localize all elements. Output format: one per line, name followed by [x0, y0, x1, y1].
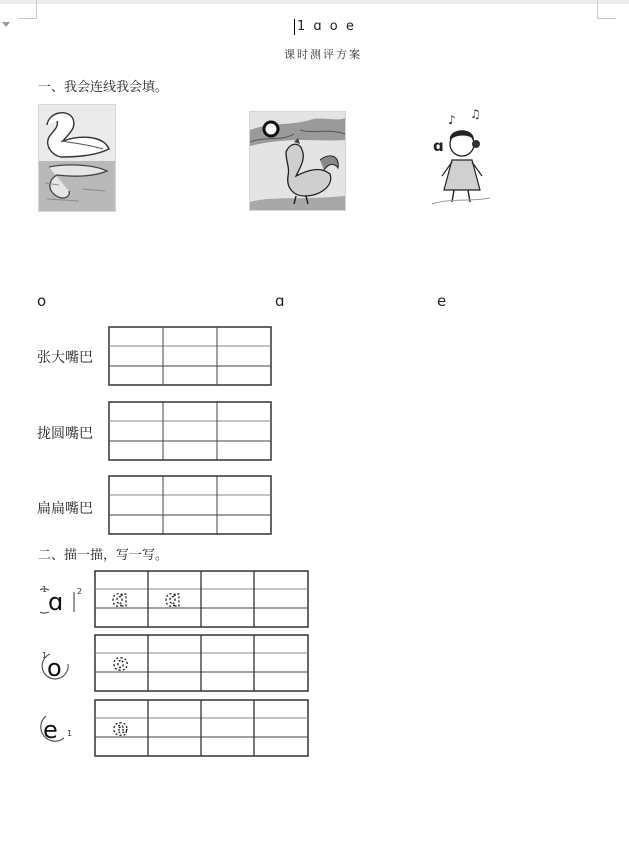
stroke-number-2: 2 [77, 587, 83, 596]
mouth-label-rounded: 拢圆嘴巴 [37, 426, 93, 442]
model-letter-o: o [47, 654, 62, 682]
svg-text:♫: ♫ [470, 107, 481, 121]
letter-e: e [437, 292, 447, 310]
stroke-number-1: 1 [42, 585, 48, 594]
margin-corner-top-right [597, 0, 616, 19]
traced-letter-e: e [113, 716, 128, 741]
stroke-number-1: 1 [67, 729, 73, 738]
lesson-subtitle: 课时测评方案 [284, 48, 362, 61]
writing-grid-3[interactable] [108, 475, 274, 537]
letter-a: ɑ [275, 292, 285, 310]
svg-text:ɑ: ɑ [433, 137, 444, 155]
rooster-picture [249, 111, 346, 211]
traced-letter-o: o [113, 651, 129, 676]
section-2-heading: 二、描一描，写一写。 [38, 548, 169, 563]
margin-corner-top-left [18, 0, 37, 19]
collapse-arrow-icon[interactable] [2, 22, 10, 27]
stroke-order-o-icon [40, 648, 76, 684]
traced-letter-a-1: ɑ [112, 587, 128, 612]
tracing-grid-e[interactable] [94, 699, 310, 759]
svg-text:♪: ♪ [448, 113, 456, 127]
mouth-label-wide-open: 张大嘴巴 [37, 350, 93, 366]
section-1-heading: 一、我会连线我会填。 [38, 80, 169, 95]
goose-picture [38, 104, 116, 212]
writing-grid-2[interactable] [108, 401, 274, 463]
model-letter-e: e [43, 716, 58, 744]
stroke-order-a-icon [40, 582, 88, 618]
tracing-grid-a[interactable] [94, 570, 310, 630]
mouth-label-flat: 扁扁嘴巴 [37, 501, 93, 517]
traced-letter-a-2: ɑ [165, 587, 181, 612]
model-letter-a: ɑ [48, 588, 64, 616]
lesson-title: 1 ɑ o e [297, 19, 356, 34]
text-cursor [294, 19, 295, 35]
writing-grid-1[interactable] [108, 326, 274, 388]
tracing-grid-o[interactable] [94, 634, 310, 694]
letter-o: o [37, 292, 47, 310]
singing-girl-picture [430, 104, 492, 210]
stroke-number-1: 1 [42, 651, 48, 660]
stroke-order-e-icon [40, 712, 80, 748]
page-top-edge [0, 0, 629, 4]
